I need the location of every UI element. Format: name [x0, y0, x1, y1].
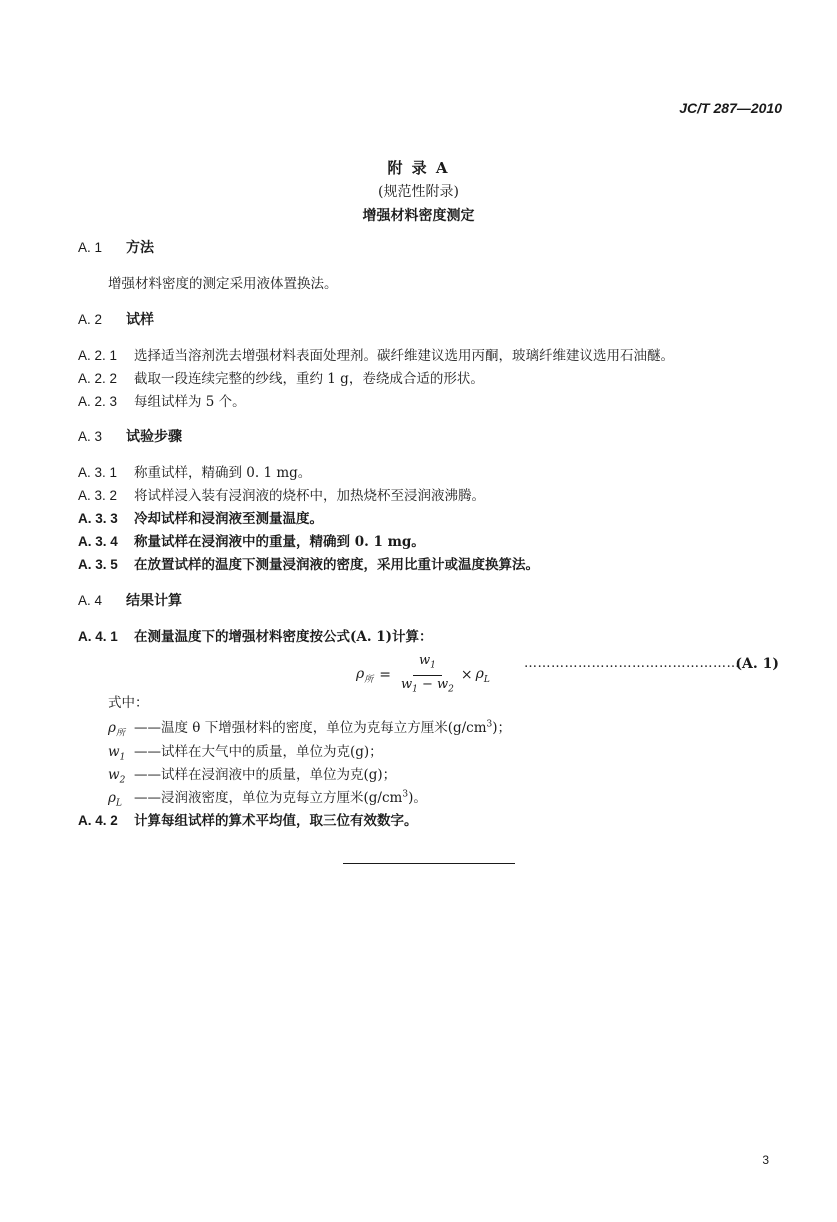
clause-a3-2 [78, 484, 485, 504]
end-rule [343, 863, 515, 864]
clause-text: 选择适当溶剂洗去增强材料表面处理剂。碳纤维建议选用丙酮，玻璃纤维建议选用石油醚。 [134, 348, 674, 364]
clause-a2-3 [78, 390, 246, 410]
variable-symbol: $\rho_所$ [108, 720, 125, 739]
clause-text: 在放置试样的温度下测量浸润液的密度，采用比重计或温度换算法。 [134, 557, 539, 573]
clause-text: 称重试样，精确到 0. 1 mg。 [134, 465, 312, 481]
where-label: 式中： [108, 695, 149, 711]
clause-number: A. 2. 2 [78, 371, 118, 386]
clause-number: A. 3. 3 [78, 511, 118, 526]
clause-a2-1 [78, 344, 674, 364]
section-number: A. 3 [78, 429, 103, 444]
section-a3-heading [78, 426, 182, 446]
clause-a4-1 [78, 625, 433, 645]
page-number: 3 [762, 1153, 769, 1167]
formula-numerator: $w_1$ [413, 652, 442, 676]
clause-a3-3 [78, 507, 323, 527]
section-title: 试验步骤 [126, 429, 182, 445]
section-number: A. 1 [78, 240, 103, 255]
clause-text: 称量试样在浸润液中的重量，精确到 0. 1 mg。 [134, 534, 425, 550]
section-a2-heading [78, 309, 154, 329]
clause-text: 冷却试样和浸润液至测量温度。 [134, 511, 323, 527]
variable-description: ——试样在浸润液中的质量，单位为克(g)； [134, 767, 397, 783]
section-title: 试样 [126, 312, 154, 328]
formula-denominator: $w_1 - w_2$ [400, 676, 454, 695]
section-title: 方法 [126, 240, 154, 256]
clause-text: 计算每组试样的算术平均值，取三位有效数字。 [134, 813, 418, 829]
clause-number: A. 2. 3 [78, 394, 118, 409]
section-number: A. 4 [78, 593, 103, 608]
clause-a4-2 [78, 809, 418, 829]
clause-number: A. 2. 1 [78, 348, 118, 363]
section-a1-text: 增强材料密度的测定采用液体置换法。 [108, 276, 338, 292]
appendix-title: 附 录 A [387, 159, 450, 177]
clause-number: A. 3. 2 [78, 488, 118, 503]
formula-equals: = [379, 667, 391, 684]
formula-fraction [401, 652, 454, 698]
clause-number: A. 4. 1 [78, 629, 118, 644]
section-a1-heading [78, 237, 154, 257]
appendix-name: 增强材料密度测定 [362, 208, 475, 224]
clause-number: A. 3. 4 [78, 534, 118, 549]
clause-text: 截取一段连续完整的纱线，重约 1 g，卷绕成合适的形状。 [134, 371, 484, 387]
equation-number: (A. 1) [735, 656, 779, 672]
section-number: A. 2 [78, 312, 103, 327]
variable-definition [108, 763, 396, 786]
clause-text: 将试样浸入装有浸润液的烧杯中，加热烧杯至浸润液沸腾。 [134, 488, 485, 504]
clause-number: A. 3. 5 [78, 557, 118, 572]
clause-a3-5 [78, 553, 539, 573]
clause-number: A. 4. 2 [78, 813, 118, 828]
section-a4-heading [78, 590, 182, 610]
variable-symbol: $w_2$ [108, 767, 126, 786]
clause-text: 在测量温度下的增强材料密度按公式(A. 1)计算： [134, 629, 433, 645]
document-code: JC/T 287—2010 [679, 100, 782, 116]
clause-number: A. 3. 1 [78, 465, 118, 480]
appendix-nature: (规范性附录) [378, 184, 459, 200]
formula-leader-dots: ………………………………………… [524, 656, 740, 671]
variable-description: ——试样在大气中的质量，单位为克(g)； [134, 744, 383, 760]
clause-a2-2 [78, 367, 484, 387]
variable-description: ——温度 θ 下增强材料的密度，单位为克每立方厘米(g/cm [134, 720, 487, 736]
formula-times: × [460, 667, 473, 684]
variable-symbol: $w_1$ [108, 744, 126, 763]
section-title: 结果计算 [126, 593, 182, 609]
formula-lhs: $\rho_所$ [356, 665, 374, 685]
clause-a3-4 [78, 530, 425, 550]
variable-description: ——浸润液密度，单位为克每立方厘米(g/cm [134, 790, 403, 806]
variable-definition: $\rho_L$ ——浸润液密度，单位为克每立方厘米$(g/cm^3)$。 [108, 789, 427, 809]
variable-symbol: $\rho_L$ [108, 790, 122, 809]
density-formula [356, 652, 490, 698]
variable-definition: $\rho_所$ ——温度 θ 下增强材料的密度，单位为克每立方厘米$(g/cm^3)$； [108, 719, 512, 739]
variable-definition [108, 740, 383, 763]
formula-rhs: $\rho_L$ [475, 665, 490, 685]
clause-text: 每组试样为 5 个。 [134, 394, 246, 410]
clause-a3-1 [78, 461, 311, 481]
